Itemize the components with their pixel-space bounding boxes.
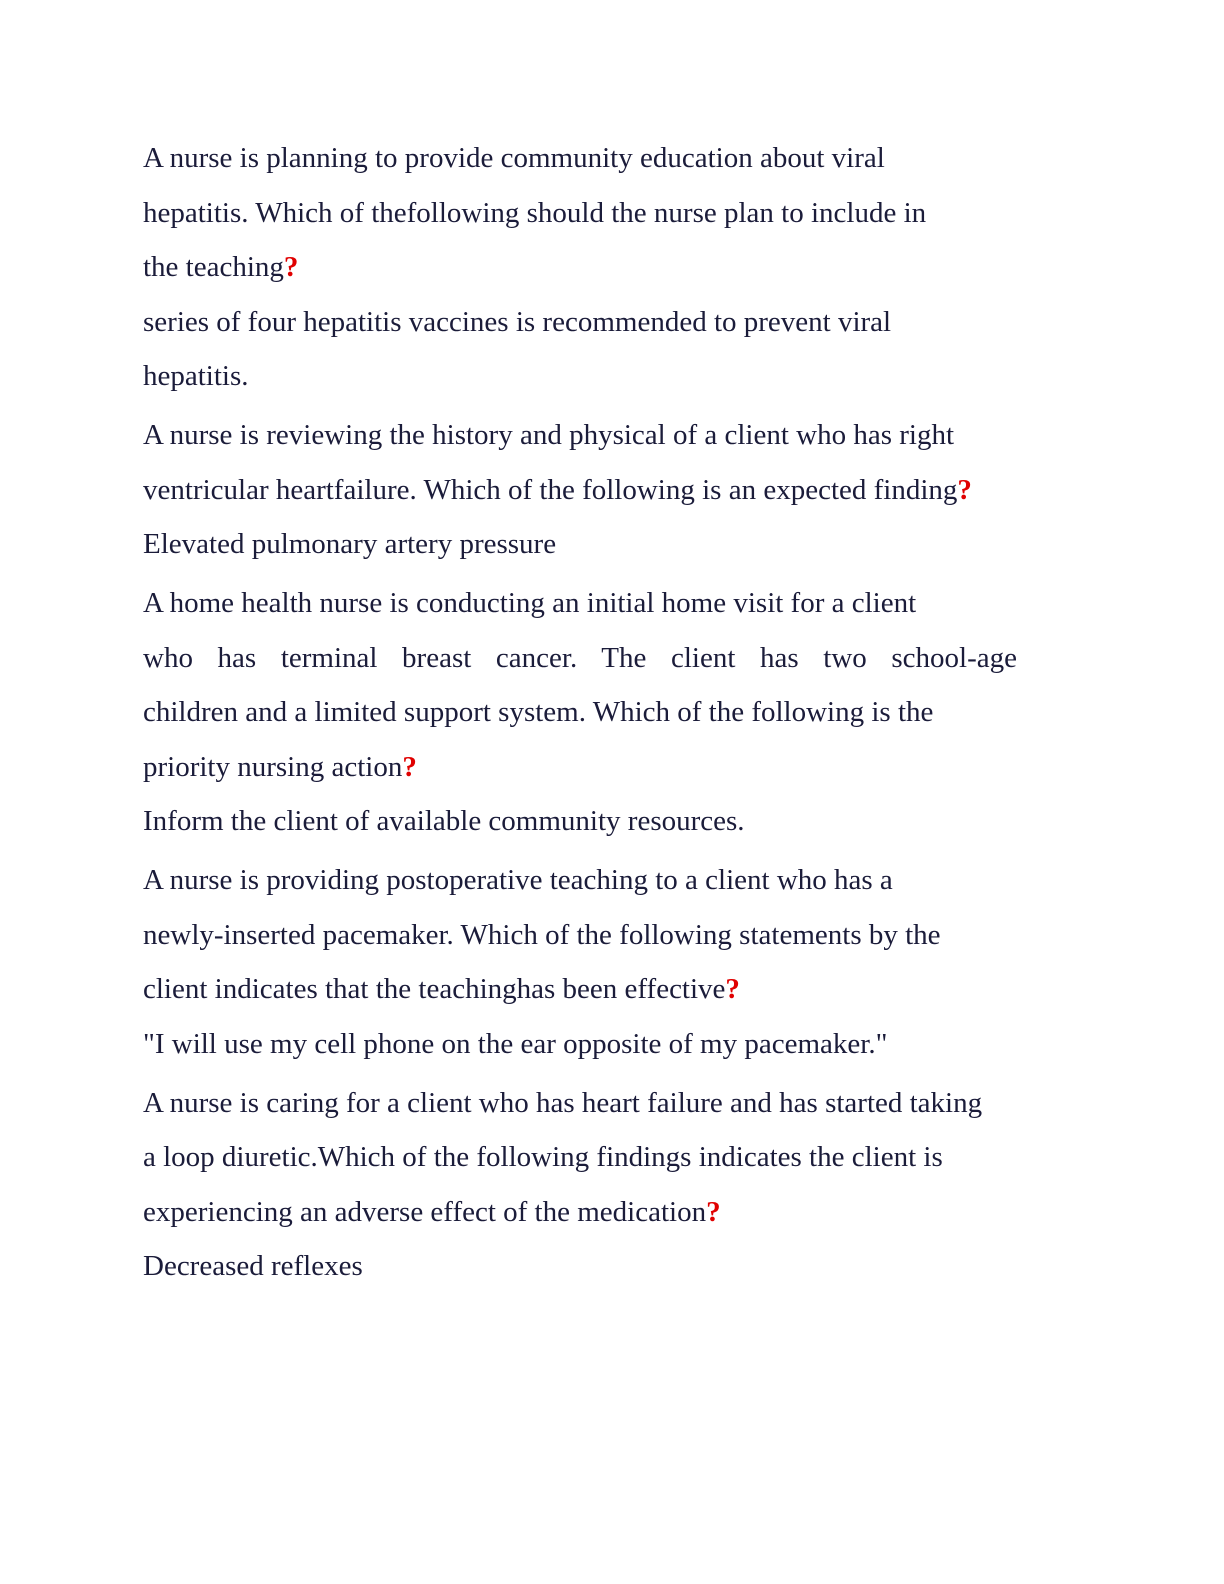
qa-item-5: [143, 1076, 1083, 1294]
question-line: [143, 1185, 1083, 1240]
question-line: children and a limited support system. Which of the following is the: [143, 696, 934, 728]
question-text: priority nursing action: [143, 750, 403, 783]
question-line: A nurse is providing postoperative teaching to a client who has a: [143, 864, 893, 896]
question-text: the teaching: [143, 251, 284, 283]
question-mark: ?: [957, 473, 972, 506]
question-line: A nurse is caring for a client who has heart failure and has started taking: [143, 1086, 983, 1119]
qa-item-3: [143, 576, 1083, 849]
question-mark: ?: [283, 251, 299, 283]
question-line: [143, 962, 1083, 1017]
answer-line: Elevated pulmonary artery pressure: [143, 528, 557, 560]
question-line: A nurse is reviewing the history and physical of a client who has right: [143, 419, 955, 451]
question-line: hepatitis. Which of thefollowing should the nurse plan to include in: [143, 196, 927, 229]
qa-item-4: [143, 853, 1083, 1071]
question-line: [143, 463, 1083, 518]
answer-line: Decreased reflexes: [143, 1250, 363, 1282]
question-text: experiencing an adverse effect of the medication: [143, 1195, 707, 1228]
document-content: [143, 131, 1083, 1294]
question-line: [143, 740, 1083, 795]
question-line: newly-inserted pacemaker. Which of the following statements by the: [143, 918, 941, 951]
qa-item-1: [143, 131, 1083, 404]
question-text: ventricular heartfailure. Which of the following is an expected finding: [143, 473, 958, 506]
question-line: A nurse is planning to provide community education about viral: [143, 142, 885, 174]
question-line: [143, 240, 1083, 295]
answer-line: series of four hepatitis vaccines is recommended to prevent viral: [143, 305, 892, 338]
question-text: client indicates that the teachinghas been effective: [143, 973, 726, 1005]
answer-line: hepatitis.: [143, 360, 249, 392]
qa-item-2: [143, 408, 1083, 572]
answer-line: "I will use my cell phone on the ear opposite of my pacemaker.": [143, 1027, 888, 1060]
question-mark: ?: [706, 1195, 721, 1228]
question-mark: ?: [725, 973, 740, 1005]
question-mark: ?: [402, 750, 417, 783]
question-line: a loop diuretic.Which of the following findings indicates the client is: [143, 1141, 943, 1173]
answer-line: Inform the client of available community resources.: [143, 805, 745, 837]
question-line: who has terminal breast cancer. The client has two school-age: [143, 641, 1017, 674]
question-line: A home health nurse is conducting an initial home visit for a client: [143, 587, 917, 619]
